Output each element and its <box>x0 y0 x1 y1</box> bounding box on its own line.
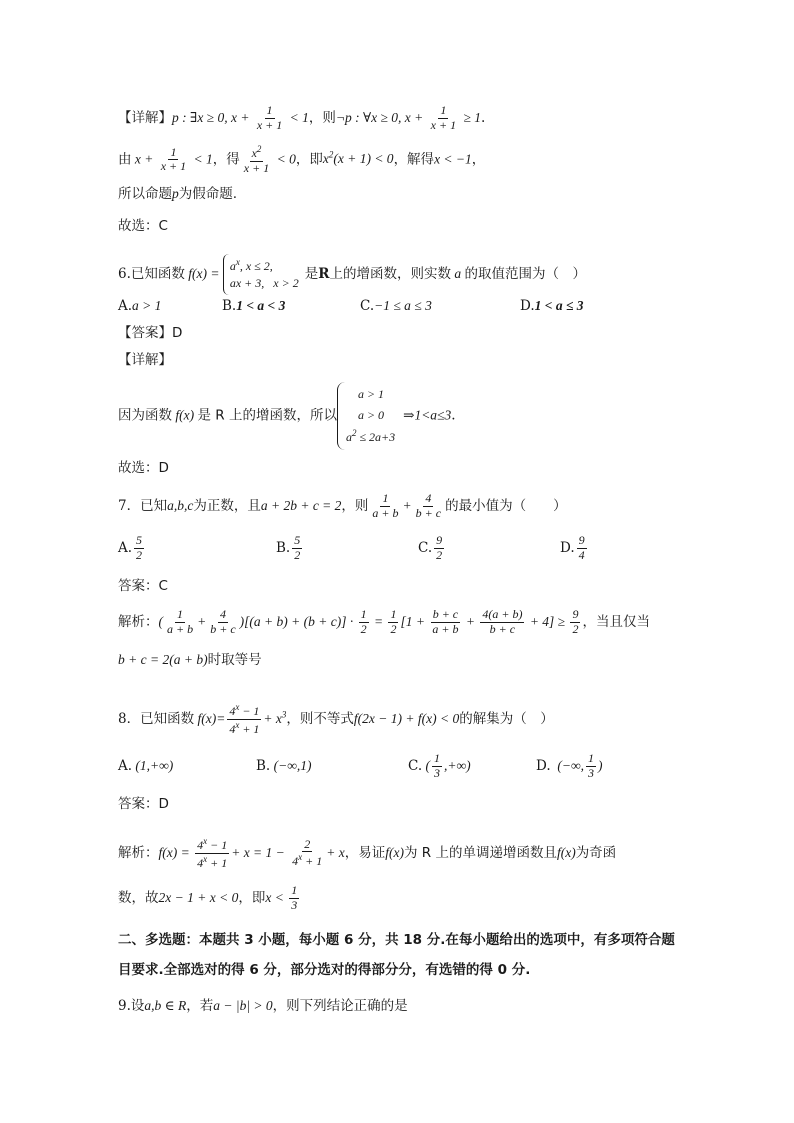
q8-analysis: 解析：f(x) = $\frac{4^x - 1}{4^x + 1}$ + x = 1 − $\frac{2}{4^x + 1}$ + x，易证f(x)为 R 上的单调递增函数且f(x)为奇函 <box>118 836 617 870</box>
q6-answer: 【答案】D <box>118 325 183 341</box>
q7-analysis-line-2: b + c = 2(a + b)时取等号 <box>118 652 262 668</box>
q7-analysis: 解析：( $\frac{1}{a + b}$ + $\frac{4}{b + c}$ )[(a + b) + (b + c)] · $\frac{1}{2}$ = $\frac{1}{2}$ [1 + $\frac{b + c}{a + b}$ + $\frac{4(a + b)}{b + c}$ + 4] ≥ $\frac{9}{2}$ ，当且仅当 <box>118 607 650 636</box>
q7-option-b: B. $\frac{5}{2}$ <box>276 533 301 562</box>
q6-choose: 故选：D <box>118 460 169 476</box>
q7-option-a: A. $\frac{5}{2}$ <box>118 533 143 562</box>
question-6: 6.已知函数 $f(x) = a^x$, x ≤ 2, ax + 3, x > 2是R上的增函数，则实数 a 的取值范围为（ ） <box>118 254 586 295</box>
question-8: 8．已知函数 f(x)= $\frac{4^x - 1}{4^x + 1}$ + $x^3$，则不等式f(2x − 1) + f(x) < 0的解集为（ ） <box>118 702 554 736</box>
q7-option-d: D. $\frac{9}{4}$ <box>560 533 585 562</box>
section-2-heading: 二、多选题：本题共 3 小题，每小题 6 分，共 18 分.在每小题给出的选项中，有多项符合题 <box>118 932 675 948</box>
q8-option-c: C. ( $\frac{1}{3}$ ,+∞) <box>408 751 471 780</box>
q6-option-d: D.1 < a ≤ 3 <box>520 298 584 314</box>
section-2-heading-line-2: 目要求.全部选对的得 6 分，部分选对的得部分分，有选错的得 0 分. <box>118 962 531 978</box>
detail-line-2: 由 x + $\frac{1}{x + 1}$ < 1，得 $\frac{x^2}{x + 1}$ < 0，即$x^2(x + 1) < 0$，解得x < −1， <box>118 144 486 175</box>
q6-detail: 因为函数 f(x) 是 R 上的增函数，所以 a > 1 a > 0 $a^2$ ≤ 2a+3⇒1<a≤3. <box>118 382 456 450</box>
q7-answer: 答案：C <box>118 578 168 594</box>
question-9: 9.设a,b ∈ R，若a − |b| > 0，则下列结论正确的是 <box>118 998 408 1014</box>
q8-option-b: B. (−∞,1) <box>256 758 312 774</box>
q6-option-a: A.a > 1 <box>118 298 162 314</box>
q8-answer: 答案：D <box>118 796 169 812</box>
q6-option-c: C.−1 ≤ a ≤ 3 <box>360 298 432 314</box>
detail-line-3: 所以命题p为假命题. <box>118 186 238 202</box>
q8-option-a: A. (1,+∞) <box>118 758 174 774</box>
detail-line-1: 【详解】p : ∃x ≥ 0, x + $\frac{1}{x + 1}$ < 1，则¬p : ∀x ≥ 0, x + $\frac{1}{x + 1}$ ≥ 1. <box>118 103 486 132</box>
q8-option-d: D. (−∞, $\frac{1}{3}$ ) <box>536 751 603 780</box>
q7-option-c: C. $\frac{9}{2}$ <box>418 533 443 562</box>
detail-answer: 故选：C <box>118 218 168 234</box>
q8-analysis-line-2: 数，故2x − 1 + x < 0，即x < $\frac{1}{3}$ <box>118 883 298 912</box>
detail-tag: 【详解】 <box>118 109 172 126</box>
q6-option-b: B.1 < a < 3 <box>222 298 286 314</box>
question-7: 7．已知a,b,c为正数，且a + 2b + c = 2，则 $\frac{1}{a + b}$ + $\frac{4}{b + c}$ 的最小值为（ ） <box>118 491 567 520</box>
q6-detail-tag: 【详解】 <box>118 352 172 368</box>
